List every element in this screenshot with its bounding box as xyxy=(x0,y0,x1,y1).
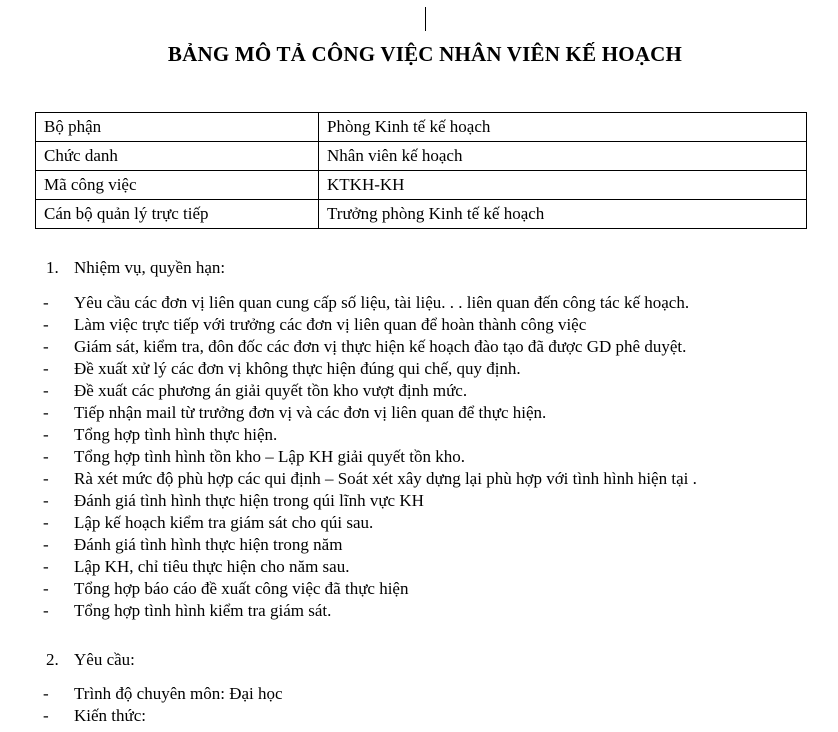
section-title: Nhiệm vụ, quyền hạn: xyxy=(74,258,226,277)
table-row xyxy=(36,113,807,142)
list-item: - Tổng hợp tình hình tồn kho – Lập KH giải quyết tồn kho. xyxy=(43,447,465,466)
list-item: - Đánh giá tình hình thực hiện trong qúi lĩnh vực KH xyxy=(43,491,424,510)
table-label: Bộ phận xyxy=(36,113,319,142)
section-number: 1. xyxy=(46,258,59,277)
list-item: - Lập kế hoạch kiểm tra giám sát cho qúi sau. xyxy=(43,513,374,532)
table-value: Phòng Kinh tế kế hoạch xyxy=(319,113,807,142)
table-label: Mã công việc xyxy=(36,171,319,200)
table-row xyxy=(36,142,807,171)
document-title: BẢNG MÔ TẢ CÔNG VIỆC NHÂN VIÊN KẾ HOẠCH xyxy=(167,42,683,66)
info-table xyxy=(35,112,807,229)
text-cursor xyxy=(425,7,426,31)
requirements-list xyxy=(43,683,283,727)
table-value: Trưởng phòng Kinh tế kế hoạch xyxy=(319,200,807,229)
list-item: - Đánh giá tình hình thực hiện trong năm xyxy=(43,535,343,554)
table-label: Chức danh xyxy=(36,142,319,171)
table-value: KTKH-KH xyxy=(319,171,807,200)
list-item: - Giám sát, kiểm tra, đôn đốc các đơn vị thực hiện kế hoạch đào tạo đã được GD phê duyệt. xyxy=(43,337,687,356)
list-item: - Tổng hợp tình hình kiểm tra giám sát. xyxy=(43,601,332,620)
list-item: - Đề xuất xử lý các đơn vị không thực hiện đúng qui chế, quy định. xyxy=(43,359,521,378)
list-item: - Đề xuất các phương án giải quyết tồn kho vượt định mức. xyxy=(43,381,468,400)
list-item: - Kiến thức: xyxy=(43,706,147,725)
list-item: - Lập KH, chỉ tiêu thực hiện cho năm sau. xyxy=(43,557,350,576)
list-item: - Yêu cầu các đơn vị liên quan cung cấp số liệu, tài liệu. . . liên quan đến công tác kế hoạch. xyxy=(43,293,690,312)
table-value: Nhân viên kế hoạch xyxy=(319,142,807,171)
list-item: - Tiếp nhận mail từ trưởng đơn vị và các đơn vị liên quan để thực hiện. xyxy=(43,403,547,422)
section-2-heading xyxy=(46,650,135,670)
section-1-heading xyxy=(46,258,225,278)
table-row xyxy=(36,171,807,200)
list-item: - Trình độ chuyên môn: Đại học xyxy=(43,684,283,703)
section-number: 2. xyxy=(46,650,59,669)
list-item: - Làm việc trực tiếp với trưởng các đơn vị liên quan để hoàn thành công việc xyxy=(43,315,587,334)
section-title: Yêu cầu: xyxy=(74,650,135,669)
list-item: - Tổng hợp tình hình thực hiện. xyxy=(43,425,278,444)
list-item: - Tổng hợp báo cáo đề xuất công việc đã thực hiện xyxy=(43,579,409,598)
table-row xyxy=(36,200,807,229)
table-label: Cán bộ quản lý trực tiếp xyxy=(36,200,319,229)
duties-list xyxy=(43,292,697,622)
list-item: - Rà xét mức độ phù hợp các qui định – Soát xét xây dựng lại phù hợp với tình hình hiện tại . xyxy=(43,469,697,488)
